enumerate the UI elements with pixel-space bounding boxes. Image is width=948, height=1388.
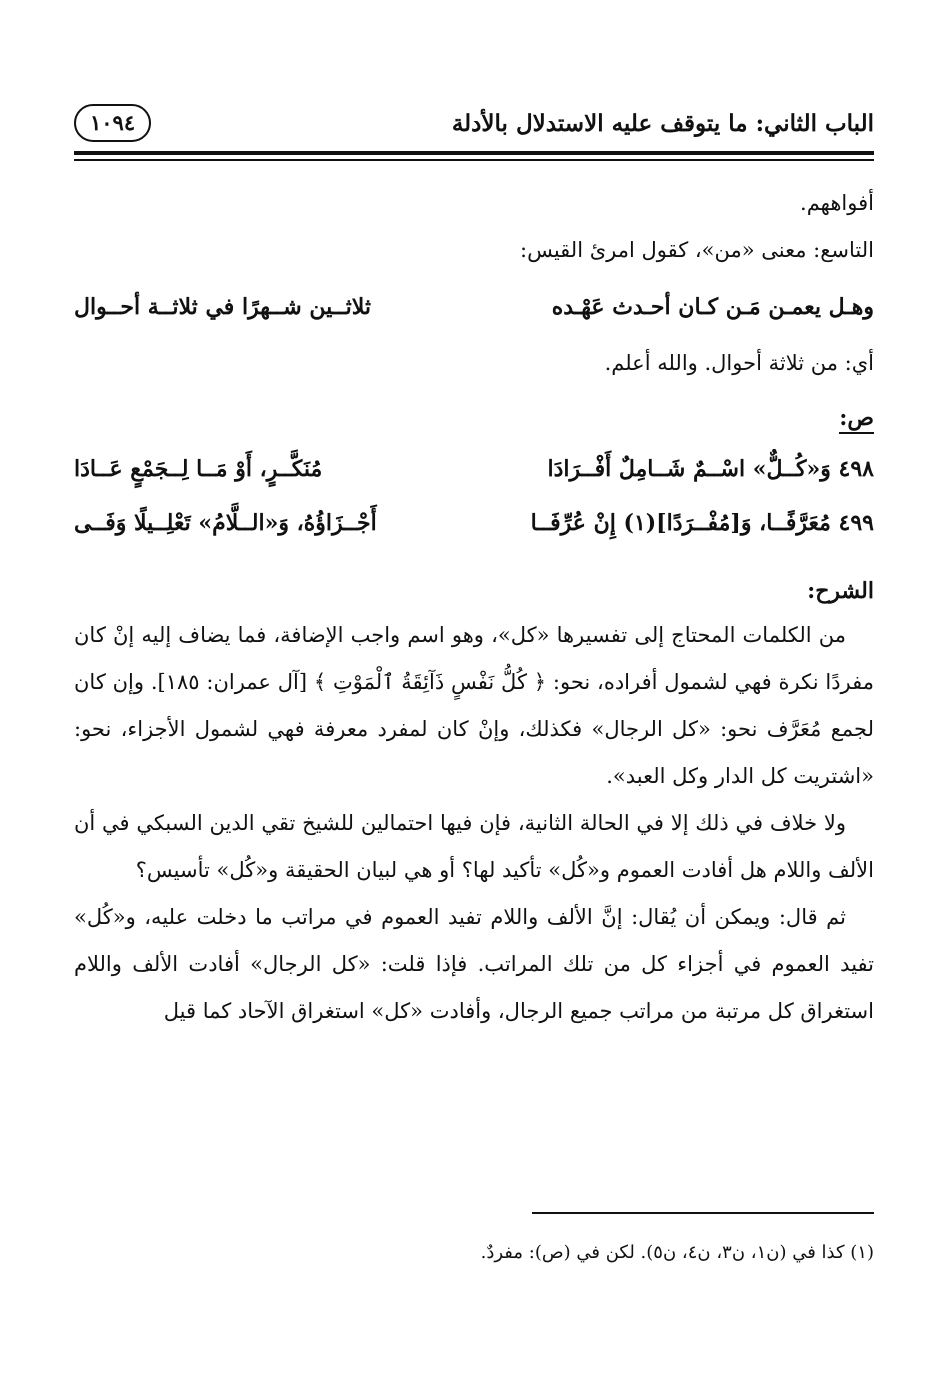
paragraph: من الكلمات المحتاج إلى تفسيرها «كل»، وهو اسم واجب الإضافة، فما يضاف إليه إنْ كان مفردًا نكرة فهي لشمول أفراده، نحو: ﴿ كُلُّ نَفْسٍ ذَآئِقَةُ ٱلْمَوْتِ ﴾ [آل عمران: ١٨٥]. وإن كان لجمع مُعَرَّف نحو: «كل الرجال» فكذلك، وإنْ كان لمفرد معرفة فهي لشمول الأجزاء، نحو: «اشتريت كل الدار وكل العبد».: [74, 623, 874, 788]
main-text: [74, 180, 874, 1035]
text-line: أي: من ثلاثة أحوال. والله أعلم.: [604, 351, 874, 375]
poem-verse: [74, 280, 874, 334]
page-header: [74, 98, 874, 148]
footnote-rule: [532, 1212, 874, 1214]
matn-label: ص:: [839, 405, 874, 434]
running-title: الباب الثاني: ما يتوقف عليه الاستدلال بالأدلة: [451, 109, 874, 137]
sharh-label: الشرح:: [807, 578, 874, 604]
hemistich-right: ٤٩٩ مُعَرَّفًــا، وَ[مُفْــرَدًا](١) إِنْ عُرِّفَــا: [530, 510, 874, 536]
text-line: أفواههم.: [800, 191, 874, 215]
hemistich-left: أَجْــزَاؤُهُ، وَ«الــلَّامُ» تَعْلِــيلًا وَفَــى: [74, 510, 377, 536]
verse-499: [74, 496, 874, 550]
header-rule: [74, 151, 874, 155]
hemistich-right: ٤٩٨ وَ«كُــلٌّ» اسْــمٌ شَــامِلٌ أَفْــرَادَا: [547, 456, 874, 482]
hemistich-left: ثلاثــين شــهرًا في ثلاثــة أحــوال: [74, 294, 371, 320]
text-line: التاسع: معنى «من»، كقول امرئ القيس:: [520, 238, 874, 262]
hemistich-right: وهـل يعمـن مَـن كـان أحـدث عَهْـده: [551, 294, 874, 320]
page-number: ١٠٩٤: [74, 104, 151, 142]
verse-498: [74, 442, 874, 496]
hemistich-left: مُنَكَّــرٍ، أَوْ مَــا لِــجَمْعٍ عَــادَا: [74, 456, 323, 482]
header-rule-thin: [74, 159, 874, 161]
paragraph: ثم قال: ويمكن أن يُقال: إنَّ الألف واللام تفيد العموم في مراتب ما دخلت عليه، و«كُل» تفيد العموم في أجزاء كل من تلك المراتب. فإذا قلت: «كل الرجال» أفادت الألف واللام استغراق كل مرتبة من مراتب جميع الرجال، وأفادت «كل» استغراق الآحاد كما قيل: [74, 905, 874, 1023]
footnote: (١) كذا في (ن١، ن٣، ن٤، ن٥). لكن في (ص): مفردٌ.: [480, 1242, 874, 1263]
paragraph: ولا خلاف في ذلك إلا في الحالة الثانية، فإن فيها احتمالين للشيخ تقي الدين السبكي في أن الألف واللام هل أفادت العموم و«كُل» تأكيد لها؟ أو هي لبيان الحقيقة و«كُل» تأسيس؟: [74, 811, 874, 882]
